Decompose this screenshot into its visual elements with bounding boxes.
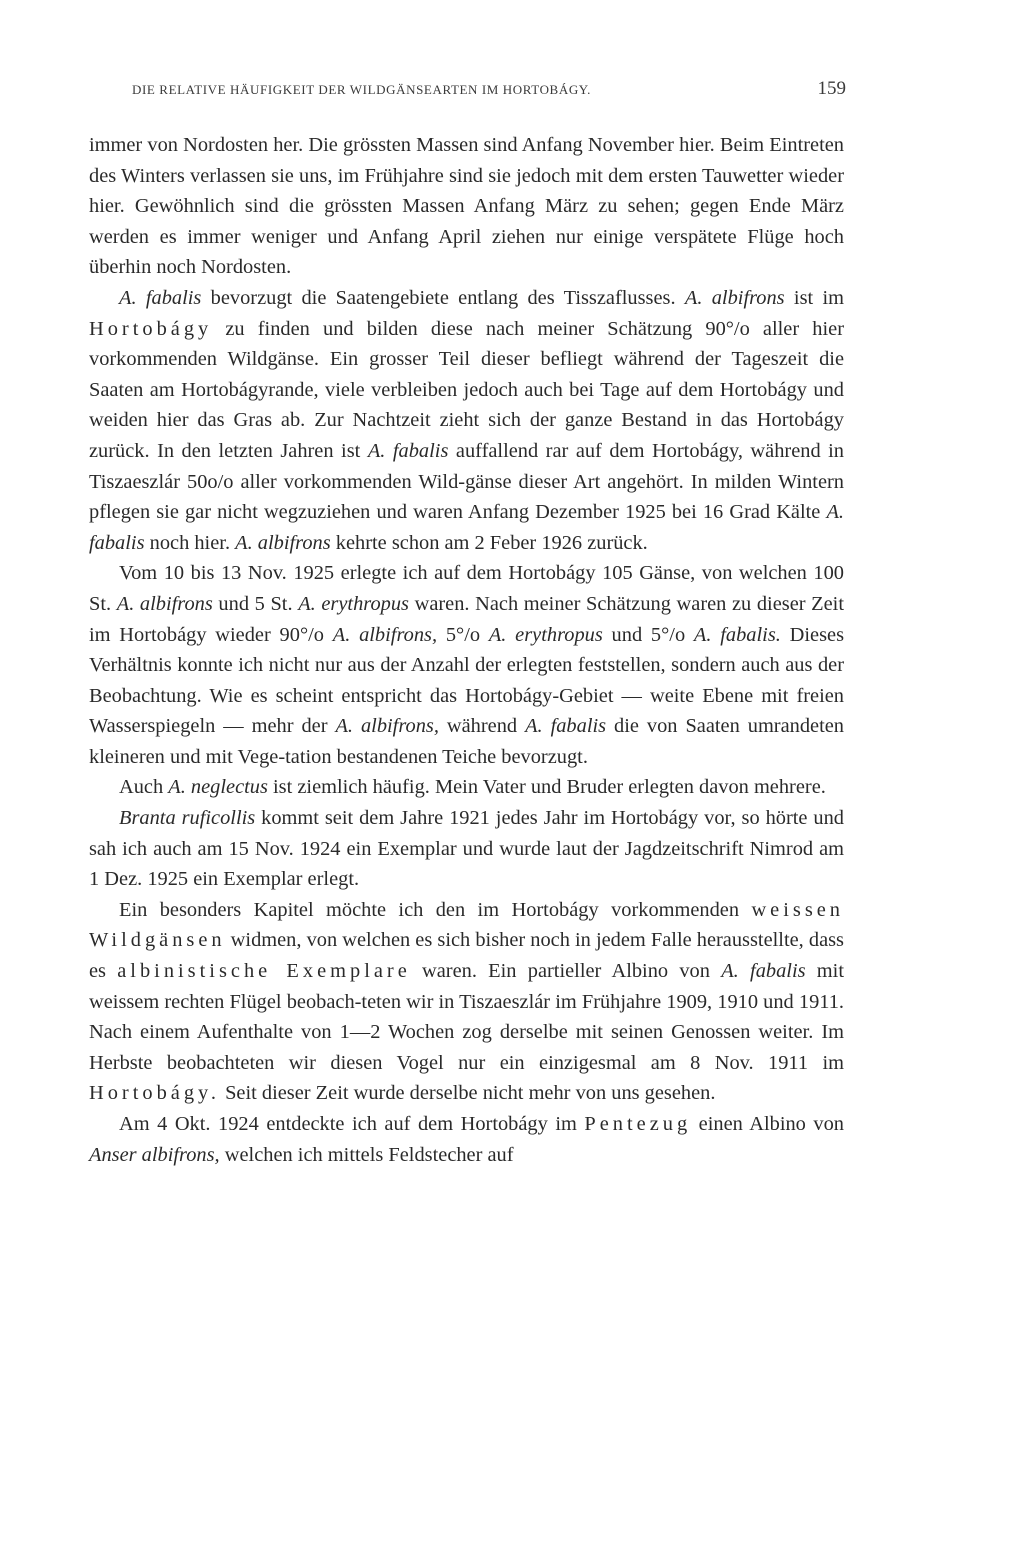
- text-run: 5°/o: [437, 623, 489, 646]
- text-run: ist im: [784, 286, 844, 309]
- text-run: Am 4 Okt. 1924 entdeckte ich auf dem Hortobágy im: [119, 1113, 585, 1135]
- paragraph: [89, 895, 844, 1109]
- text-run: kommt seit dem Jahre 1921 jedes Jahr im Hortobágy vor, so hörte und sah ich auch am 15 Nov. 1924 ein Exemplar und wurde laut der Jagdzeitschrift Nimrod am 1 Dez. 1925 ein Exemplar erlegt.: [89, 807, 844, 891]
- text-run: Auch: [119, 776, 169, 799]
- italic-species-name: A. albifrons,: [332, 623, 438, 646]
- italic-species-name: Branta ruficollis: [119, 807, 256, 830]
- text-run: Ein besonders Kapitel möchte ich den im Hortobágy vorkommenden: [119, 898, 752, 921]
- italic-species-name: Anser albifrons,: [89, 1143, 220, 1166]
- paragraph: [89, 558, 844, 772]
- italic-species-name: A. fabalis.: [693, 623, 781, 646]
- paragraph: [89, 803, 844, 895]
- spaced-emphasis: Hortobágy.: [89, 1082, 220, 1105]
- text-run: Vom 10 bis 13 Nov. 1925 erlegte ich auf dem Hortobágy 105 Gänse, von welchen 100 St.: [89, 562, 844, 615]
- spaced-emphasis: Hortobágy: [89, 317, 213, 340]
- italic-species-name: A. albifrons,: [335, 715, 439, 738]
- text-run: auffallend rar auf dem Hortobágy, während in Tiszaeszlár 50o/o aller vorkommenden Wild-gänse dieser Art angehört. In milden Wintern pflegen sie gar nicht wegzuziehen und waren Anfang Dezember 1925 bei 16 Grad Kälte: [89, 439, 844, 524]
- italic-species-name: A. erythropus: [488, 623, 603, 646]
- text-run: Dieses Verhältnis konnte ich nicht nur aus der Anzahl der erlegten feststellen, sondern auch aus der Beobachtung. Wie es scheint entspricht das Hortobágy-Gebiet — weite Ebene mit freien Wasserspiegeln — mehr der: [89, 623, 845, 738]
- italic-species-name: A. albifrons: [116, 592, 213, 615]
- text-run: immer von Nordosten her. Die grössten Massen sind Anfang November hier. Beim Eintreten des Winters verlassen sie uns, im Frühjahre sind sie jedoch mit dem ersten Tauwetter wieder hier. Gewöhnlich sind die grössten Massen Anfang März zu sehen; gegen Ende März werden es immer weniger und Anfang April ziehen nur einige verspätete Flüge hoch überhin noch Nordosten.: [89, 134, 844, 279]
- italic-species-name: A. albifrons: [684, 286, 785, 309]
- paragraph: [89, 772, 844, 803]
- italic-species-name: A. fabalis: [119, 286, 202, 309]
- body-text: [89, 130, 844, 1170]
- text-run: kehrte schon am 2 Feber 1926 zurück.: [330, 531, 648, 554]
- text-run: welchen ich mittels Feldstecher auf: [219, 1143, 514, 1166]
- text-run: noch hier.: [144, 531, 236, 554]
- text-run: während: [438, 715, 526, 738]
- paragraph: [89, 283, 844, 558]
- paragraph: [89, 1109, 844, 1170]
- spaced-emphasis: weissen Wildgänsen: [89, 898, 844, 952]
- running-header: [132, 78, 846, 102]
- italic-species-name: A. fabalis: [525, 715, 607, 738]
- spaced-emphasis: Pentezug: [584, 1113, 692, 1135]
- italic-species-name: A. neglectus: [168, 776, 268, 799]
- text-run: die von Saaten umrandeten kleineren und mit Vege-tation bestandenen Teiche bevorzugt.: [89, 715, 844, 768]
- text-run: bevorzugt die Saatengebiete entlang des Tisszaflusses.: [201, 286, 685, 309]
- spaced-emphasis: albinistische Exemplare: [117, 960, 411, 983]
- text-run: Seit dieser Zeit wurde derselbe nicht mehr von uns gesehen.: [219, 1082, 716, 1105]
- italic-species-name: A. albifrons: [235, 531, 331, 554]
- italic-species-name: A. fabalis: [367, 439, 449, 462]
- running-title: DIE RELATIVE HÄUFIGKEIT DER WILDGÄNSEARTEN IM HORTOBÁGY.: [132, 82, 591, 97]
- text-run: waren. Nach meiner Schätzung waren zu dieser Zeit im Hortobágy wieder 90°/o: [89, 592, 845, 646]
- text-run: einen Albino von: [691, 1113, 844, 1135]
- italic-species-name: A. erythropus: [298, 592, 409, 615]
- paragraph: [89, 130, 844, 283]
- text-run: waren. Ein partieller Albino von: [410, 960, 722, 983]
- italic-species-name: A. fabalis: [89, 501, 844, 554]
- text-run: widmen, von welchen es sich bisher noch in jedem Falle herausstellte, dass es: [89, 929, 844, 983]
- text-run: ist ziemlich häufig. Mein Vater und Bruder erlegten davon mehrere.: [267, 776, 826, 799]
- page-number: 159: [817, 78, 846, 99]
- text-run: und 5 St.: [212, 592, 299, 615]
- text-run: mit weissem rechten Flügel beobach-teten wir in Tiszaeszlár im Frühjahre 1909, 1910 und 1911. Nach einem Aufenthalte von 1—2 Wochen zog derselbe mit seinen Genossen weiter. Im Herbste beobachteten wir diesen Vogel nur ein einzigesmal am 8 Nov. 1911 im: [89, 960, 844, 1074]
- text-run: und 5°/o: [602, 623, 694, 646]
- italic-species-name: A. fabalis: [721, 960, 806, 983]
- text-run: zu finden und bilden diese nach meiner Schätzung 90°/o aller hier vorkommenden Wildgänse. Ein grosser Teil dieser befliegt während der Tageszeit die Saaten am Hortobágyrande, viele verbleiben jedoch auch bei Tage auf dem Hortobágy und weiden hier das Gras ab. Zur Nachtzeit zieht sich der ganze Bestand in das Hortobágy zurück. In den letzten Jahren ist: [89, 317, 844, 462]
